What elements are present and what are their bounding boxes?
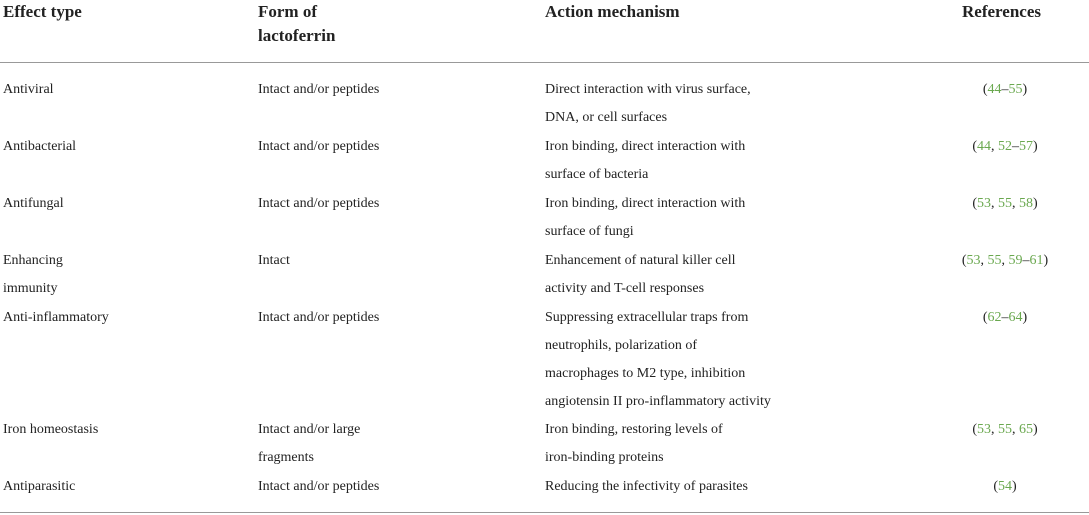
cell-form: Intact and/or peptides	[258, 82, 380, 97]
cell-effect: Iron homeostasis	[3, 422, 99, 437]
cell-form: Intact and/or peptides	[258, 310, 380, 325]
cell-references: (44, 52–57)	[972, 139, 1038, 154]
cell-effect: Antibacterial	[3, 139, 77, 154]
reference-link[interactable]: 55	[1008, 82, 1023, 97]
reference-link[interactable]: 53	[977, 422, 991, 437]
cell-mechanism: Iron binding, restoring levels of iron-binding proteins	[545, 422, 723, 465]
reference-link[interactable]: 61	[1029, 253, 1044, 268]
reference-link[interactable]: 59	[1008, 253, 1023, 268]
cell-references: (44–55)	[982, 82, 1028, 97]
cell-mechanism: Direct interaction with virus surface, DNA, or cell surfaces	[545, 82, 751, 125]
cell-mechanism: Enhancement of natural killer cell activity and T-cell responses	[545, 253, 736, 296]
reference-link[interactable]: 64	[1008, 310, 1023, 325]
cell-effect: Antiparasitic	[3, 479, 76, 494]
reference-link[interactable]: 58	[1019, 196, 1033, 211]
cell-form: Intact and/or peptides	[258, 196, 380, 211]
reference-link[interactable]: 57	[1019, 139, 1033, 154]
cell-references: (53, 55, 59–61)	[961, 253, 1049, 268]
cell-references: (62–64)	[982, 310, 1028, 325]
reference-link[interactable]: 62	[987, 310, 1002, 325]
cell-mechanism: Iron binding, direct interaction with surface of bacteria	[545, 139, 746, 182]
cell-form: Intact and/or large fragments	[258, 422, 361, 465]
reference-link[interactable]: 54	[998, 479, 1012, 494]
cell-effect: Enhancing immunity	[3, 253, 63, 296]
reference-link[interactable]: 44	[977, 139, 991, 154]
footer-rule	[0, 512, 1089, 513]
cell-mechanism: Iron binding, direct interaction with surface of fungi	[545, 196, 746, 239]
reference-link[interactable]: 65	[1019, 422, 1033, 437]
header-references: References	[962, 2, 1041, 21]
reference-link[interactable]: 53	[966, 253, 981, 268]
cell-references: (53, 55, 58)	[972, 196, 1038, 211]
reference-link[interactable]: 55	[998, 196, 1012, 211]
cell-effect: Antiviral	[3, 82, 54, 97]
cell-effect: Anti-inflammatory	[3, 310, 109, 325]
reference-link[interactable]: 53	[977, 196, 991, 211]
header-form-of-lactoferrin	[258, 0, 335, 48]
header-form-line1: Form of	[258, 2, 318, 21]
header-rule	[0, 62, 1089, 63]
header-form-line2: lactoferrin	[258, 26, 336, 45]
cell-references: (53, 55, 65)	[972, 422, 1038, 437]
cell-mechanism: Suppressing extracellular traps from neutrophils, polarization of macrophages to M2 type, inhibition angiotensin II pro-inflammatory activity	[545, 310, 771, 409]
header-effect-type: Effect type	[3, 2, 82, 21]
reference-link[interactable]: 55	[998, 422, 1012, 437]
reference-link[interactable]: 55	[987, 253, 1002, 268]
reference-link[interactable]: 52	[998, 139, 1012, 154]
cell-form: Intact and/or peptides	[258, 139, 380, 154]
cell-effect: Antifungal	[3, 196, 64, 211]
cell-form: Intact and/or peptides	[258, 479, 380, 494]
cell-references: (54)	[993, 479, 1017, 494]
cell-form: Intact	[258, 253, 290, 268]
header-action-mechanism: Action mechanism	[545, 2, 680, 21]
cell-mechanism: Reducing the infectivity of parasites	[545, 479, 748, 494]
reference-link[interactable]: 44	[987, 82, 1002, 97]
